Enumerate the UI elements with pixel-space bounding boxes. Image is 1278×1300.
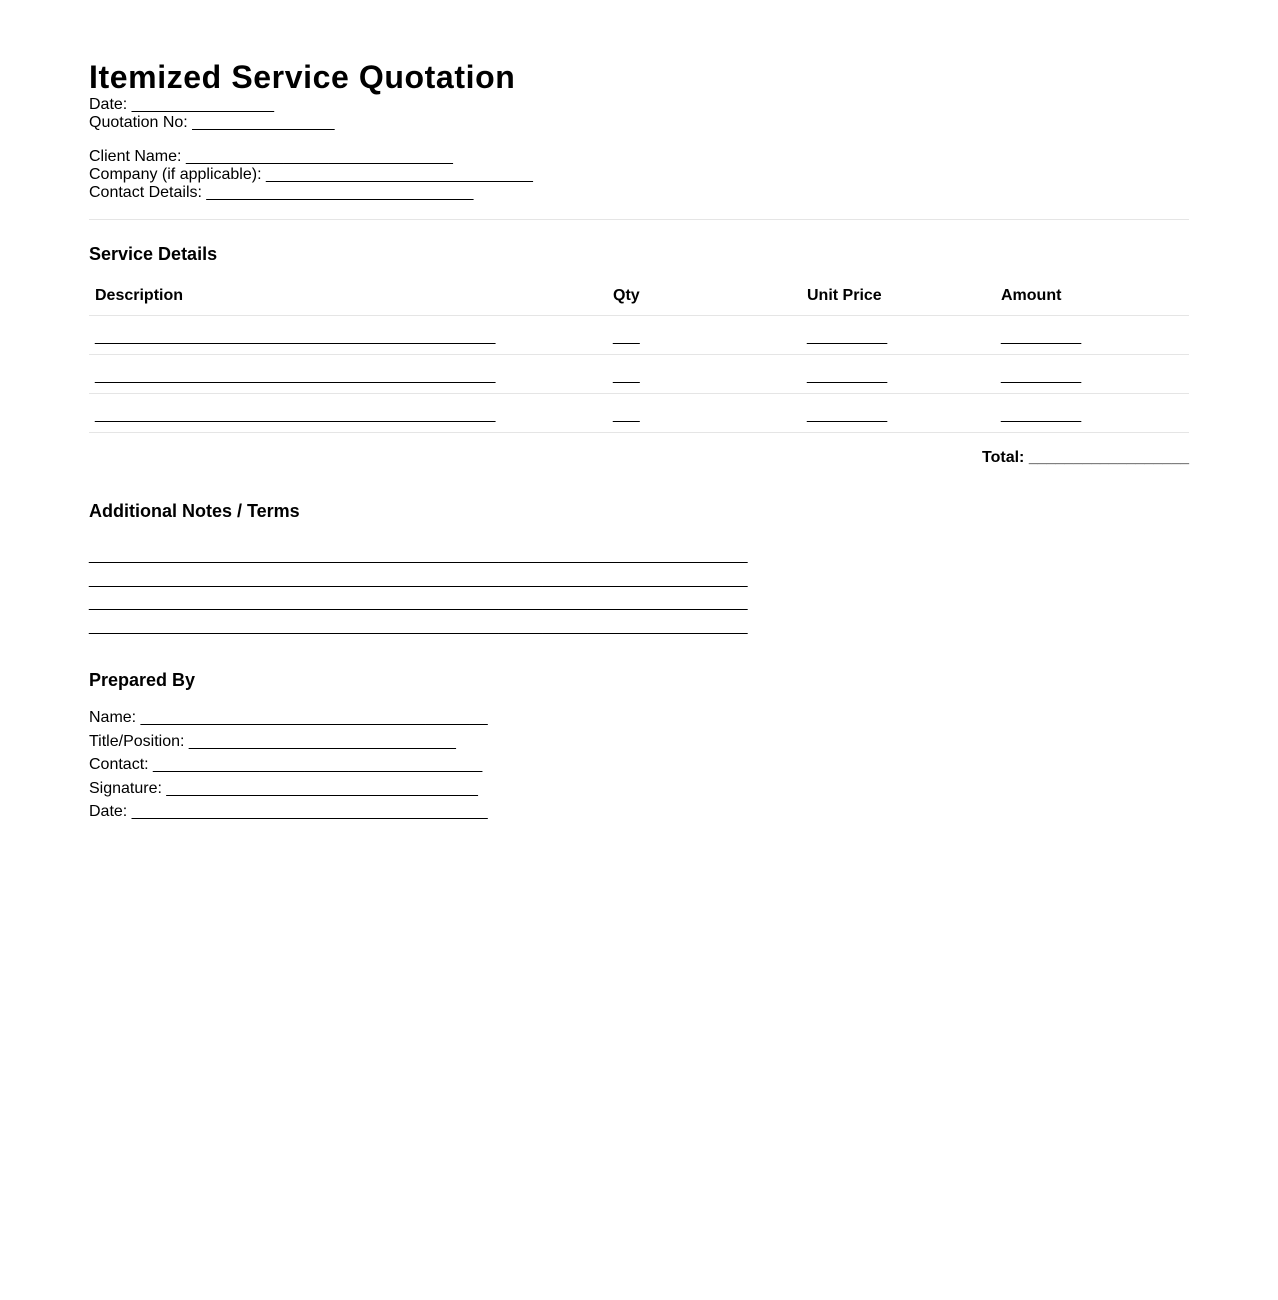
prep-title-label: Title/Position: (89, 732, 185, 750)
client-name-label: Client Name: (89, 148, 182, 165)
service-details-heading: Service Details (89, 244, 218, 264)
unit-price-blank[interactable]: _________ (801, 355, 995, 394)
prep-title-blank[interactable]: ______________________________ (188, 732, 456, 750)
description-blank[interactable]: _____________________________________________ (89, 355, 607, 394)
prep-name-label: Name: (89, 709, 137, 726)
column-qty: Qty (607, 283, 801, 316)
column-amount: Amount (995, 283, 1189, 316)
notes-line[interactable]: __________________________________________________________________________ (89, 547, 748, 564)
quotation-no-field (89, 114, 1189, 132)
amount-blank[interactable]: _________ (995, 316, 1189, 355)
prep-date-field (89, 800, 1189, 824)
prep-signature-field (89, 777, 1189, 801)
client-fields (89, 148, 1189, 202)
company-field (89, 166, 1189, 184)
notes-lines (89, 544, 1189, 638)
quotation-no-label: Quotation No: (89, 114, 188, 131)
quotation-no-blank[interactable]: ________________ (192, 114, 335, 131)
header-fields (89, 96, 1189, 132)
table-row (89, 394, 1189, 433)
prepared-by-fields (89, 706, 1189, 824)
column-description: Description (89, 283, 607, 316)
table-header-row (89, 283, 1189, 316)
prep-signature-blank[interactable]: ___________________________________ (166, 779, 478, 797)
notes-line[interactable]: __________________________________________________________________________ (89, 570, 748, 588)
notes-line[interactable]: __________________________________________________________________________ (89, 594, 748, 611)
contact-details-label: Contact Details: (89, 184, 202, 201)
quotation-document (89, 58, 1189, 824)
company-label: Company (if applicable): (89, 166, 262, 183)
contact-details-blank[interactable]: ______________________________ (206, 184, 474, 201)
client-name-blank[interactable]: ______________________________ (185, 148, 453, 165)
prep-name-blank[interactable]: _______________________________________ (140, 709, 488, 726)
qty-blank[interactable]: ___ (607, 316, 801, 355)
notes-heading: Additional Notes / Terms (89, 501, 300, 521)
prep-contact-label: Contact: (89, 756, 149, 773)
prep-title-field (89, 730, 1189, 754)
section-divider (89, 219, 1189, 220)
prep-contact-blank[interactable]: _____________________________________ (153, 756, 483, 773)
page-title: Itemized Service Quotation (89, 59, 516, 95)
contact-details-field (89, 184, 1189, 202)
notes-line[interactable]: __________________________________________________________________________ (89, 617, 748, 635)
total-row (89, 448, 1189, 467)
description-blank[interactable]: _____________________________________________ (89, 394, 607, 433)
date-field (89, 96, 1189, 114)
column-unit-price: Unit Price (801, 283, 995, 316)
amount-blank[interactable]: _________ (995, 394, 1189, 433)
prep-date-blank[interactable]: ________________________________________ (131, 803, 488, 820)
company-blank[interactable]: ______________________________ (265, 166, 533, 183)
qty-blank[interactable]: ___ (607, 355, 801, 394)
description-blank[interactable]: _____________________________________________ (89, 316, 607, 355)
unit-price-blank[interactable]: _________ (801, 316, 995, 355)
qty-blank[interactable]: ___ (607, 394, 801, 433)
total-label: Total: (982, 449, 1025, 466)
amount-blank[interactable]: _________ (995, 355, 1189, 394)
client-name-field (89, 148, 1189, 166)
total-blank[interactable]: __________________ (1028, 449, 1189, 466)
prep-date-label: Date: (89, 803, 128, 820)
unit-price-blank[interactable]: _________ (801, 394, 995, 433)
prep-contact-field (89, 753, 1189, 777)
prep-name-field (89, 706, 1189, 730)
date-blank[interactable]: ________________ (131, 96, 275, 113)
date-label: Date: (89, 96, 128, 113)
prepared-by-heading: Prepared By (89, 670, 196, 690)
service-details-table (89, 283, 1189, 433)
table-row (89, 316, 1189, 355)
prep-signature-label: Signature: (89, 779, 162, 797)
table-row (89, 355, 1189, 394)
